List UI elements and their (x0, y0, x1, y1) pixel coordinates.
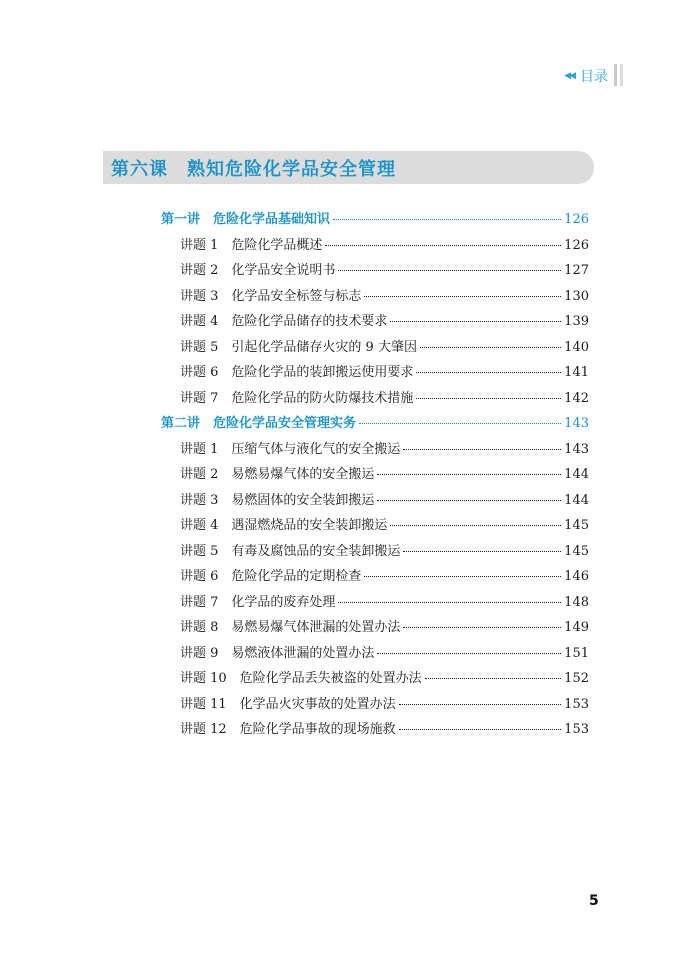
toc-entry-page: 139 (564, 314, 589, 329)
toc-entry-label: 讲题 4 遇湿燃烧品的安全装卸搬运 (180, 518, 388, 533)
dot-leader (403, 627, 561, 628)
toc-entry-page: 126 (564, 237, 589, 253)
toc-item-entry[interactable] (161, 463, 589, 489)
double-left-arrow-icon: ◀◀ (564, 71, 574, 81)
dot-leader (403, 449, 561, 450)
toc-entry-label: 第一讲 危险化学品基础知识 (161, 212, 331, 227)
dot-leader (425, 678, 561, 679)
toc-nav-label: 目录 (580, 69, 608, 85)
toc-entry-page: 130 (564, 288, 589, 304)
toc-entry-page: 127 (564, 263, 589, 278)
chapter-title: 第六课 熟知危险化学品安全管理 (111, 159, 396, 180)
dot-leader (420, 347, 561, 348)
dot-leader (377, 653, 561, 654)
chapter-banner (103, 151, 594, 184)
toc-entry-label: 讲题 1 危险化学品概述 (180, 237, 323, 253)
dot-leader (364, 296, 561, 297)
toc-entry-page: 143 (564, 416, 589, 431)
toc-item-entry[interactable] (161, 642, 589, 668)
toc-entry-label: 讲题 4 危险化学品储存的技术要求 (180, 314, 388, 329)
dot-leader (390, 525, 561, 526)
dot-leader (338, 270, 561, 271)
dot-leader (338, 602, 561, 603)
toc-item-entry[interactable] (161, 565, 589, 591)
toc-item-entry[interactable] (161, 310, 589, 336)
toc-item-entry[interactable] (161, 259, 589, 285)
toc-entry-page: 144 (564, 492, 589, 508)
toc-entry-page: 151 (564, 645, 589, 661)
toc-item-entry[interactable] (161, 285, 589, 311)
dot-leader (403, 551, 561, 552)
toc-entry-label: 讲题 2 易燃易爆气体的安全搬运 (180, 467, 375, 482)
toc-entry-page: 141 (564, 365, 589, 380)
toc-entry-page: 145 (564, 543, 589, 559)
dot-leader (399, 704, 561, 705)
toc-entry-label: 讲题 10 危险化学品丢失被盗的处置办法 (180, 671, 422, 686)
toc-item-entry[interactable] (161, 616, 589, 642)
toc-item-entry[interactable] (161, 667, 589, 693)
toc-entry-page: 126 (564, 212, 589, 227)
toc-entry-label: 讲题 5 引起化学品储存火灾的 9 大肇因 (180, 339, 417, 355)
toc-item-entry[interactable] (161, 540, 589, 566)
dot-leader (377, 500, 561, 501)
toc-section-entry[interactable] (161, 208, 589, 234)
toc-entry-page: 153 (564, 696, 589, 712)
toc-entry-page: 149 (564, 620, 589, 635)
toc-entry-label: 讲题 8 易燃易爆气体泄漏的处置办法 (180, 620, 401, 635)
toc-entry-label: 讲题 7 危险化学品的防火防爆技术措施 (180, 390, 414, 406)
toc-entry-page: 143 (564, 441, 589, 457)
toc-entry-label: 讲题 6 危险化学品的装卸搬运使用要求 (180, 365, 414, 380)
dot-leader (325, 245, 561, 246)
dot-leader (399, 729, 561, 730)
toc-entry-page: 144 (564, 467, 589, 482)
toc-entry-label: 讲题 12 危险化学品事故的现场施救 (180, 722, 396, 737)
toc-item-entry[interactable] (161, 387, 589, 413)
toc-entry-page: 153 (564, 722, 589, 737)
toc-entry-page: 142 (564, 390, 589, 406)
toc-entry-label: 讲题 11 化学品火灾事故的处置办法 (180, 696, 396, 712)
toc-entry-page: 152 (564, 671, 589, 686)
dot-leader (333, 219, 561, 220)
toc-item-entry[interactable] (161, 361, 589, 387)
toc-item-entry[interactable] (161, 438, 589, 464)
toc-entry-page: 145 (564, 518, 589, 533)
toc-entry-page: 148 (564, 594, 589, 610)
toc-item-entry[interactable] (161, 718, 589, 744)
toc-item-entry[interactable] (161, 693, 589, 719)
dot-leader (364, 576, 561, 577)
toc-section-entry[interactable] (161, 412, 589, 438)
toc-entry-label: 讲题 9 易燃液体泄漏的处置办法 (180, 645, 375, 661)
toc-item-entry[interactable] (161, 591, 589, 617)
toc-item-entry[interactable] (161, 489, 589, 515)
dot-leader (390, 321, 561, 322)
toc-entry-label: 讲题 2 化学品安全说明书 (180, 263, 336, 278)
dot-leader (377, 474, 561, 475)
toc-entry-label: 讲题 1 压缩气体与液化气的安全搬运 (180, 441, 401, 457)
toc-entry-label: 讲题 7 化学品的废弃处理 (180, 594, 336, 610)
toc-nav-link[interactable] (564, 66, 608, 86)
toc-item-entry[interactable] (161, 514, 589, 540)
dot-leader (359, 423, 561, 424)
toc-entry-label: 讲题 6 危险化学品的定期检查 (180, 569, 362, 584)
toc-entry-page: 146 (564, 569, 589, 584)
dot-leader (416, 398, 561, 399)
page-number: 5 (589, 893, 599, 909)
toc-item-entry[interactable] (161, 234, 589, 260)
tab-bars-icon (614, 64, 626, 86)
toc-item-entry[interactable] (161, 336, 589, 362)
toc-entry-label: 讲题 3 易燃固体的安全装卸搬运 (180, 492, 375, 508)
toc-entry-label: 讲题 3 化学品安全标签与标志 (180, 288, 362, 304)
dot-leader (416, 372, 561, 373)
toc-entry-page: 140 (564, 339, 589, 355)
toc-entry-label: 第二讲 危险化学品安全管理实务 (161, 416, 357, 431)
table-of-contents (161, 208, 589, 744)
toc-entry-label: 讲题 5 有毒及腐蚀品的安全装卸搬运 (180, 543, 401, 559)
